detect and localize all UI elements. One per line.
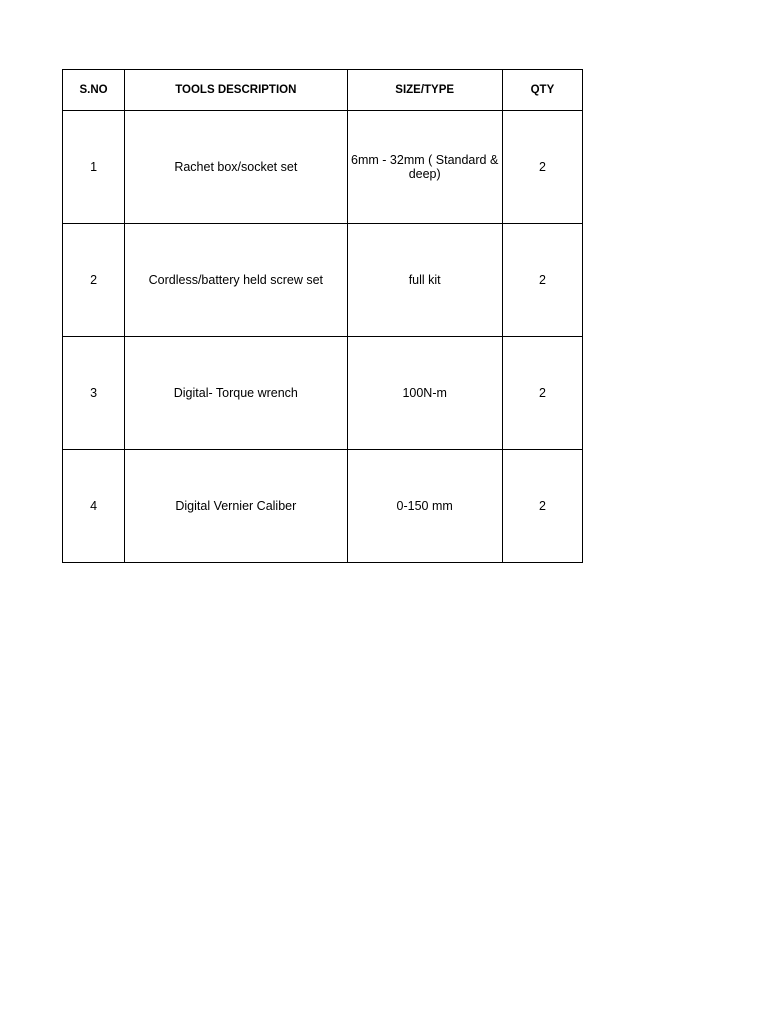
cell-size-type: 0-150 mm [347, 450, 502, 563]
header-row [63, 70, 583, 111]
cell-sno: 4 [63, 450, 125, 563]
cell-size-type: 6mm - 32mm ( Standard & deep) [347, 111, 502, 224]
header-tools-description: TOOLS DESCRIPTION [125, 70, 347, 111]
cell-sno: 3 [63, 337, 125, 450]
cell-qty: 2 [502, 450, 582, 563]
table-row [63, 224, 583, 337]
header-size-type: SIZE/TYPE [347, 70, 502, 111]
cell-qty: 2 [502, 224, 582, 337]
cell-size-type: full kit [347, 224, 502, 337]
header-sno: S.NO [63, 70, 125, 111]
cell-qty: 2 [502, 111, 582, 224]
table-body [63, 111, 583, 563]
cell-qty: 2 [502, 337, 582, 450]
cell-description: Cordless/battery held screw set [125, 224, 347, 337]
tools-table [62, 69, 583, 563]
table-row [63, 450, 583, 563]
table-header [63, 70, 583, 111]
cell-description: Digital Vernier Caliber [125, 450, 347, 563]
cell-sno: 2 [63, 224, 125, 337]
cell-description: Digital- Torque wrench [125, 337, 347, 450]
cell-sno: 1 [63, 111, 125, 224]
header-qty: QTY [502, 70, 582, 111]
table-row [63, 111, 583, 224]
table-row [63, 337, 583, 450]
cell-size-type: 100N-m [347, 337, 502, 450]
cell-description: Rachet box/socket set [125, 111, 347, 224]
